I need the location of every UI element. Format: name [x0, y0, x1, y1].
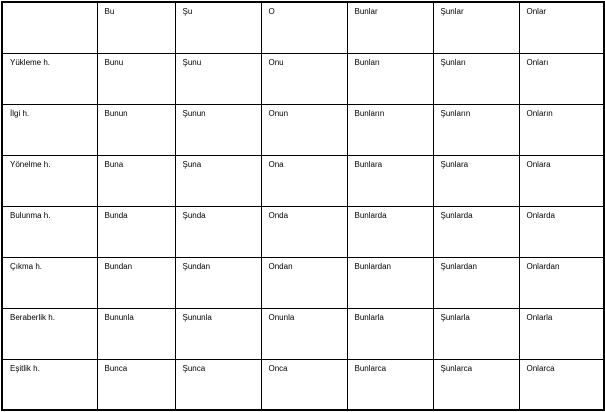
table-cell: Buna [97, 155, 175, 206]
table-cell: Şunun [175, 104, 261, 155]
table-cell: Şunlarda [433, 206, 519, 257]
row-label: Çıkma h. [2, 257, 97, 308]
table-cell: Şuna [175, 155, 261, 206]
table-cell: Onun [261, 104, 347, 155]
table-cell: Bunların [347, 104, 433, 155]
table-cell: Bunlardan [347, 257, 433, 308]
table-row [2, 53, 604, 104]
table-cell: Onlarla [519, 308, 604, 359]
table-cell: Şunu [175, 53, 261, 104]
table-cell: Bunu [97, 53, 175, 104]
table-cell: Onca [261, 359, 347, 410]
header-cell-bu: Bu [97, 2, 175, 53]
table-cell: Onlarca [519, 359, 604, 410]
table-row [2, 359, 604, 410]
table-cell: Onları [519, 53, 604, 104]
table-cell: Bunları [347, 53, 433, 104]
table-cell: Şunlarla [433, 308, 519, 359]
header-cell-sunlar: Şunlar [433, 2, 519, 53]
table-cell: Şundan [175, 257, 261, 308]
table-cell: Onda [261, 206, 347, 257]
corner-cell [2, 2, 97, 53]
table-cell: Şununla [175, 308, 261, 359]
table-cell: Onların [519, 104, 604, 155]
header-cell-bunlar: Bunlar [347, 2, 433, 53]
row-label: İlgi h. [2, 104, 97, 155]
table-cell: Onunla [261, 308, 347, 359]
table-cell: Şunlara [433, 155, 519, 206]
table-cell: Bunda [97, 206, 175, 257]
table-cell: Bununla [97, 308, 175, 359]
table-cell: Bunlarda [347, 206, 433, 257]
table-cell: Şunlarca [433, 359, 519, 410]
header-cell-su: Şu [175, 2, 261, 53]
table-cell: Bunlara [347, 155, 433, 206]
table-cell: Bunlarca [347, 359, 433, 410]
row-label: Bulunma h. [2, 206, 97, 257]
table-cell: Bunca [97, 359, 175, 410]
table-cell: Onu [261, 53, 347, 104]
table-cell: Bunlarla [347, 308, 433, 359]
pronoun-case-table [1, 1, 605, 411]
table-row [2, 257, 604, 308]
table-cell: Şunların [433, 104, 519, 155]
table-cell: Onlara [519, 155, 604, 206]
row-label: Beraberlik h. [2, 308, 97, 359]
table-cell: Ona [261, 155, 347, 206]
table-cell: Şunda [175, 206, 261, 257]
header-cell-onlar: Onlar [519, 2, 604, 53]
row-label: Yönelme h. [2, 155, 97, 206]
table-cell: Ondan [261, 257, 347, 308]
table-row [2, 104, 604, 155]
table-cell: Bunun [97, 104, 175, 155]
row-label: Yükleme h. [2, 53, 97, 104]
table-cell: Şunları [433, 53, 519, 104]
header-cell-o: O [261, 2, 347, 53]
header-row [2, 2, 604, 53]
table-cell: Bundan [97, 257, 175, 308]
table-cell: Onlardan [519, 257, 604, 308]
table-cell: Onlarda [519, 206, 604, 257]
table-row [2, 155, 604, 206]
table-cell: Şunlardan [433, 257, 519, 308]
table-cell: Şunca [175, 359, 261, 410]
row-label: Eşitlik h. [2, 359, 97, 410]
table-row [2, 206, 604, 257]
table-row [2, 308, 604, 359]
